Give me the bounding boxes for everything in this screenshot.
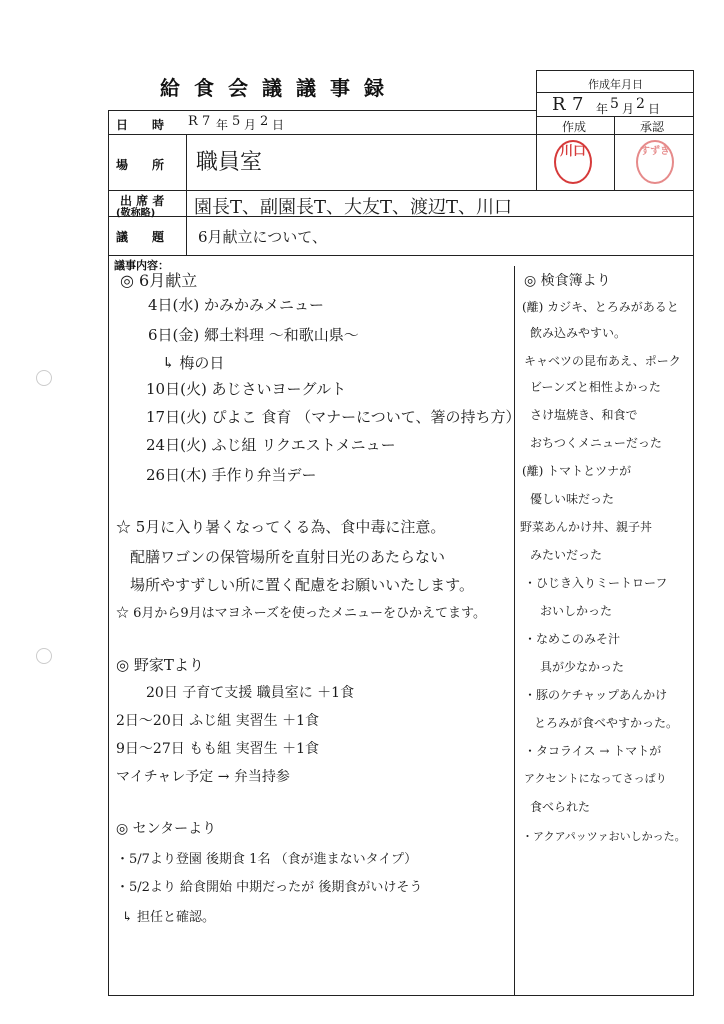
attendees-label: 出 席 者: [120, 194, 165, 208]
right-line: おちつくメニューだった: [530, 436, 662, 450]
right-line: さけ塩焼き、和食で: [530, 408, 638, 422]
menu-item: 4日(水) かみかみメニュー: [148, 296, 325, 314]
date-created-month: 5: [610, 96, 619, 112]
date-created-era: R: [552, 94, 566, 115]
page-title: 給食会議議事録: [160, 76, 398, 100]
divider: [693, 70, 694, 190]
right-line: ・アクアパッツァおいしかった。: [522, 830, 686, 843]
year-unit: 年: [596, 102, 609, 116]
topic-value: 6月献立について、: [198, 228, 327, 246]
binder-hole: [36, 370, 52, 386]
info-line: 2日～20日 ふじ組 実習生 ＋1食: [116, 713, 319, 729]
right-line: ・なめこのみそ汁: [524, 632, 621, 646]
divider: [186, 134, 187, 255]
date-month: 5: [232, 114, 241, 129]
attendees-value: 園長T、副園長T、大友T、渡辺T、川口: [194, 197, 513, 218]
divider: [108, 110, 537, 111]
right-line: アクセントになってさっぱり: [524, 772, 667, 785]
right-line: 優しい味だった: [530, 492, 615, 506]
month-unit: 月: [622, 102, 635, 116]
attendees-sub: (敬称略): [116, 208, 156, 219]
right-line: とろみが食べやすかった。: [534, 716, 679, 730]
divider: [108, 995, 694, 996]
menu-item: 26日(木) 手作り弁当デー: [146, 466, 317, 484]
menu-item: 24日(火) ふじ組 リクエストメニュー: [146, 436, 396, 454]
divider: [536, 134, 694, 135]
right-line: おいしかった: [540, 604, 613, 618]
divider: [108, 110, 109, 995]
right-line: (離) トマトとツナが: [522, 464, 632, 478]
date-created-day: 2: [636, 96, 645, 112]
section-title: ◎ 6月献立: [120, 271, 198, 290]
date-year: 7: [202, 114, 211, 129]
binder-hole: [36, 648, 52, 664]
right-line: ・ひじき入りミートローフ: [524, 576, 668, 590]
info-line: ・5/2より 給食開始 中期だったが 後期食がいけそう: [116, 880, 423, 895]
divider: [536, 70, 694, 71]
divider: [614, 116, 615, 190]
date-created-year: 7: [572, 94, 584, 115]
divider: [108, 190, 694, 191]
menu-item: 17日(火) ぴよこ 食育 （マナーについて、箸の持ち方）: [146, 408, 521, 426]
note-line: ☆ 6月から9月はマヨネーズを使ったメニューをひかえてます。: [116, 606, 486, 621]
topic-label: 議 題: [116, 230, 165, 244]
info-line: 20日 子育て支援 職員室に ＋1食: [146, 685, 355, 701]
right-line: キャベツの昆布あえ、ポーク: [524, 354, 681, 368]
approval-label: 承認: [640, 120, 665, 134]
menu-item: ↳ 梅の日: [162, 354, 225, 372]
note-line: 場所やすずしい所に置く配慮をお願いいたします。: [130, 576, 474, 594]
right-line: 飲み込みやすい。: [530, 326, 627, 340]
section-title: ◎ 野家Tより: [116, 656, 204, 674]
right-line: 野菜あんかけ丼、親子丼: [520, 520, 653, 534]
right-line: ビーンズと相性よかった: [530, 380, 661, 394]
author-stamp: 川口: [554, 140, 592, 184]
note-line: 配膳ワゴンの保管場所を直射日光のあたらない: [130, 548, 446, 566]
date-created-label: 作成年月日: [588, 78, 643, 91]
author-label: 作成: [562, 120, 587, 134]
right-line: ・タコライス → トマトが: [524, 744, 662, 758]
right-line: 具が少なかった: [540, 660, 625, 674]
divider: [108, 255, 694, 256]
divider: [693, 190, 694, 995]
divider: [536, 70, 537, 190]
day-unit: 日: [648, 102, 661, 116]
right-line: ・豚のケチャップあんかけ: [524, 688, 668, 702]
approval-stamp: すずき: [636, 140, 674, 184]
right-title: ◎ 検食簿より: [524, 273, 611, 289]
divider: [108, 134, 537, 135]
menu-item: 6日(金) 郷土料理 ～和歌山県～: [148, 326, 359, 344]
day-unit: 日: [272, 118, 285, 132]
month-unit: 月: [244, 118, 257, 132]
place-value: 職員室: [196, 150, 263, 175]
divider: [514, 266, 515, 995]
info-line: ・5/7より登園 後期食 1名 （食が進まないタイプ）: [116, 852, 418, 867]
right-line: 食べられた: [530, 800, 591, 814]
divider: [536, 116, 694, 117]
year-unit: 年: [216, 118, 229, 132]
info-line: マイチャレ予定 → 弁当持参: [116, 769, 290, 785]
date-day: 2: [260, 114, 269, 129]
place-label: 場 所: [116, 158, 165, 172]
date-era: R: [188, 114, 198, 129]
note-line: ☆ 5月に入り暑くなってくる為、食中毒に注意。: [116, 518, 446, 536]
right-line: みたいだった: [530, 548, 603, 562]
right-line: (離) カジキ、とろみがあると: [522, 300, 679, 314]
divider: [536, 92, 694, 93]
content-label: 議事内容：: [114, 259, 169, 272]
section-title: ◎ センターより: [116, 821, 217, 837]
menu-item: 10日(火) あじさいヨーグルト: [146, 380, 347, 398]
date-label: 日 時: [116, 118, 165, 132]
info-line: ↳ 担任と確認。: [122, 910, 216, 925]
info-line: 9日～27日 もも組 実習生 ＋1食: [116, 741, 319, 757]
